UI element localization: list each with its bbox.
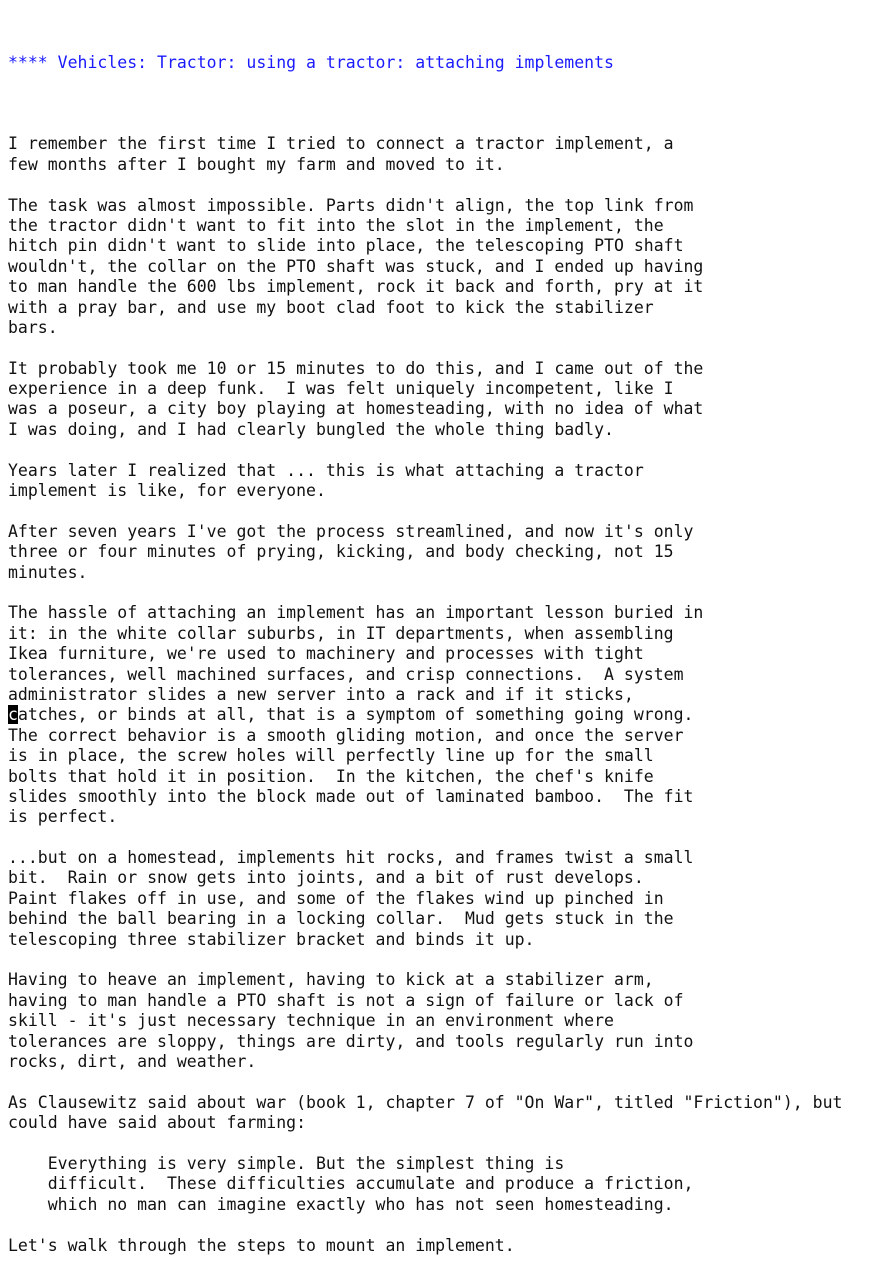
text-line: experience in a deep funk. I was felt uniquely incompetent, like I [8, 379, 674, 399]
text-line: tolerances are sloppy, things are dirty, and tools regularly run into [8, 1031, 694, 1051]
text-line: bit. Rain or snow gets into joints, and a bit of rust develops. [8, 868, 644, 888]
blank-line [8, 114, 878, 134]
text-line: I remember the first time I tried to connect a tractor implement, a [8, 134, 674, 154]
text-line: bars. [8, 317, 58, 337]
text-line: The hassle of attaching an implement has an important lesson buried in [8, 603, 704, 623]
text-line: is in place, the screw holes will perfectly line up for the small [8, 746, 654, 766]
text-line: Paint flakes off in use, and some of the flakes wind up pinched in [8, 888, 664, 908]
blank-line [8, 440, 878, 460]
text-line: skill - it's just necessary technique in an environment where [8, 1011, 614, 1031]
text-line: As Clausewitz said about war (book 1, chapter 7 of "On War", titled "Friction"), but [8, 1092, 843, 1112]
text-line: few months after I bought my farm and moved to it. [8, 154, 505, 174]
text-line: to man handle the 600 lbs implement, rock it back and forth, pry at it [8, 277, 704, 297]
text-line: is perfect. [8, 807, 118, 827]
text-line: the tractor didn't want to fit into the slot in the implement, the [8, 215, 664, 235]
text-cursor: c [8, 705, 18, 725]
text-line: Years later I realized that ... this is what attaching a tractor [8, 460, 644, 480]
text-line: hitch pin didn't want to slide into place, the telescoping PTO shaft [8, 236, 684, 256]
text-line: Let's walk through the steps to mount an implement. [8, 1235, 515, 1255]
blank-line [8, 338, 878, 358]
text-line: It probably took me 10 or 15 minutes to do this, and I came out of the [8, 358, 704, 378]
text-line: implement is like, for everyone. [8, 481, 326, 501]
text-line [8, 705, 878, 725]
org-heading: **** Vehicles: Tractor: using a tractor: attaching implements [8, 52, 614, 72]
blank-line [8, 828, 878, 848]
blank-line [8, 1134, 878, 1154]
text-line: three or four minutes of prying, kicking, and body checking, not 15 [8, 542, 674, 562]
text-line: having to man handle a PTO shaft is not a sign of failure or lack of [8, 990, 684, 1010]
text-line: administrator slides a new server into a rack and if it sticks, [8, 684, 634, 704]
document-body [8, 114, 878, 1256]
blank-line [8, 175, 878, 195]
text-line: bolts that hold it in position. In the kitchen, the chef's knife [8, 766, 654, 786]
text-line: with a pray bar, and use my boot clad foot to kick the stabilizer [8, 297, 654, 317]
text-line: After seven years I've got the process streamlined, and now it's only [8, 521, 694, 541]
blank-line [8, 583, 878, 603]
text-line: was a poseur, a city boy playing at homesteading, with no idea of what [8, 399, 704, 419]
text-line: ...but on a homestead, implements hit rocks, and frames twist a small [8, 848, 694, 868]
text-line: difficult. These difficulties accumulate and produce a friction, [8, 1174, 694, 1194]
text-line: could have said about farming: [8, 1113, 307, 1133]
blank-line [8, 950, 878, 970]
text-line: The correct behavior is a smooth gliding motion, and once the server [8, 725, 684, 745]
text-line: it: in the white collar suburbs, in IT departments, when assembling [8, 623, 674, 643]
blank-line [8, 501, 878, 521]
text-line: The task was almost impossible. Parts didn't align, the top link from [8, 195, 694, 215]
blank-line [8, 1072, 878, 1092]
text-line: I was doing, and I had clearly bungled the whole thing badly. [8, 419, 614, 439]
blank-line [8, 1215, 878, 1235]
text-line: telescoping three stabilizer bracket and binds it up. [8, 929, 535, 949]
text-line: Having to heave an implement, having to kick at a stabilizer arm, [8, 970, 654, 990]
text-line: minutes. [8, 562, 88, 582]
text-line-rest: atches, or binds at all, that is a symptom of something going wrong. [17, 705, 694, 725]
text-line: slides smoothly into the block made out of laminated bamboo. The fit [8, 786, 694, 806]
text-editor-buffer[interactable] [8, 12, 878, 1276]
text-line: which no man can imagine exactly who has not seen homesteading. [8, 1194, 674, 1214]
text-line: wouldn't, the collar on the PTO shaft was stuck, and I ended up having [8, 256, 704, 276]
text-line: Ikea furniture, we're used to machinery and processes with tight [8, 644, 644, 664]
text-line: tolerances, well machined surfaces, and crisp connections. A system [8, 664, 684, 684]
text-line: Everything is very simple. But the simplest thing is [8, 1153, 565, 1173]
text-line: behind the ball bearing in a locking collar. Mud gets stuck in the [8, 909, 674, 929]
text-line: rocks, dirt, and weather. [8, 1051, 257, 1071]
